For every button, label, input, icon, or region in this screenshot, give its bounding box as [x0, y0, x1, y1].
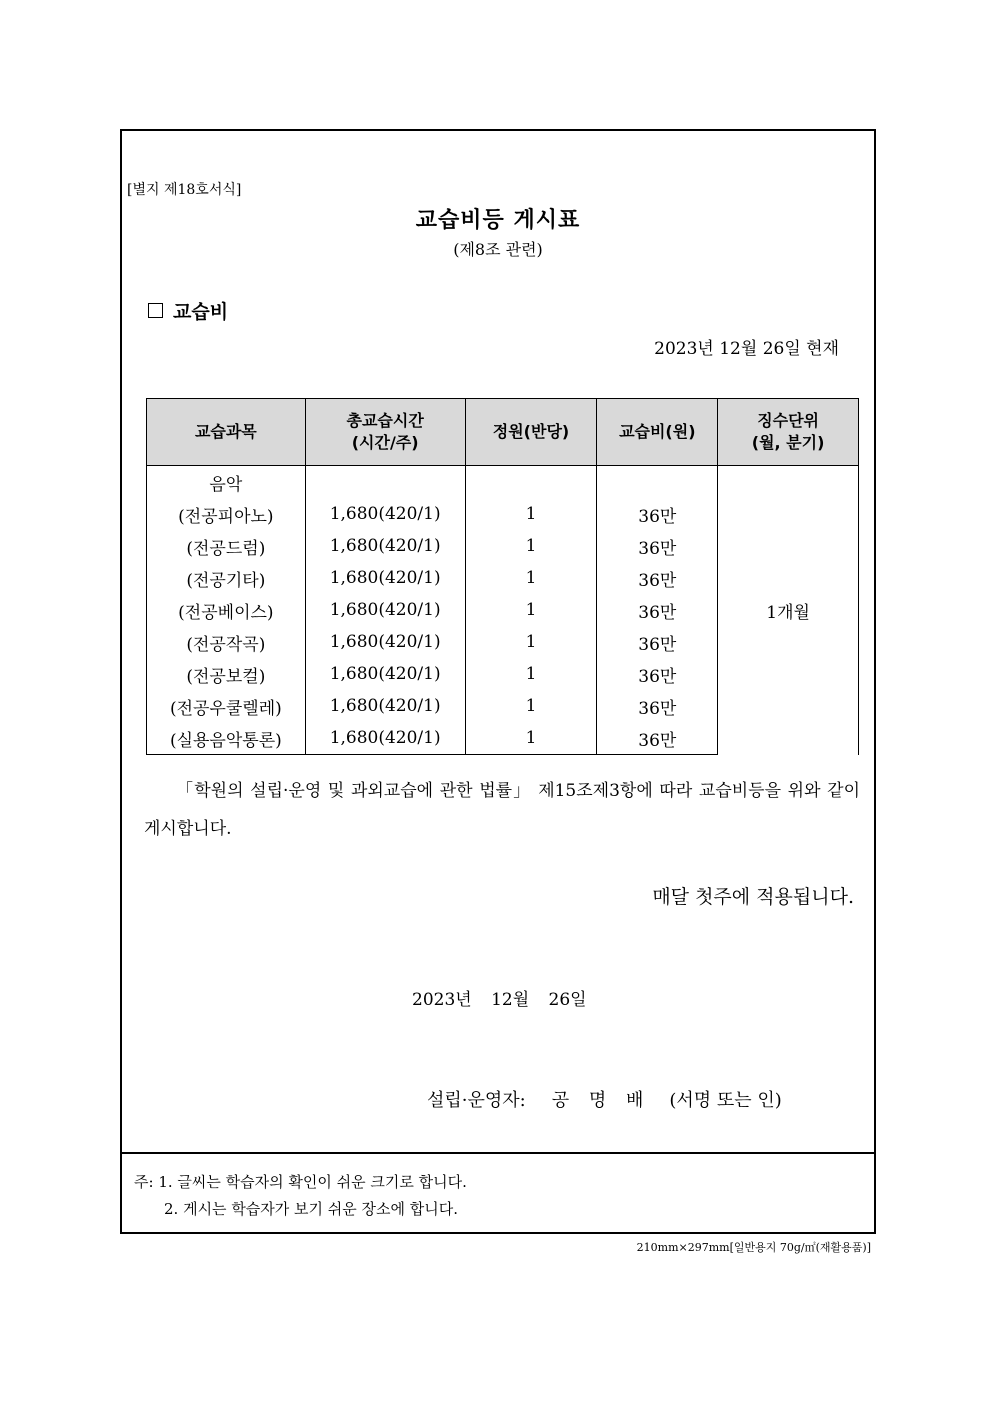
header-unit-line1: 징수단위	[757, 411, 820, 431]
notes	[134, 1169, 467, 1223]
cell-hours: 1,680(420/1)	[305, 690, 465, 722]
header-capacity: 정원(반당)	[465, 399, 597, 466]
cell-capacity: 1	[465, 722, 597, 755]
cell-hours: 1,680(420/1)	[305, 498, 465, 530]
cell-subject: (전공베이스)	[147, 594, 306, 626]
cell-capacity: 1	[465, 498, 597, 530]
cell-hours: 1,680(420/1)	[305, 722, 465, 755]
notice-paragraph: 「학원의 설립·운영 및 과외교습에 관한 법률」 제15조제3항에 따라 교습비등을 위와 같이 게시합니다.	[144, 781, 860, 839]
sign-note: (서명 또는 인)	[669, 1090, 782, 1111]
document-frame	[120, 129, 876, 1234]
cell-hours: 1,680(420/1)	[305, 530, 465, 562]
paper-spec: 210mm×297mm[일반용지 70g/㎡(재활용품)]	[636, 1241, 871, 1254]
cell-subject: (전공우쿨렐레)	[147, 690, 306, 722]
category-row	[147, 466, 859, 499]
notice-text	[144, 772, 860, 848]
cell-hours: 1,680(420/1)	[305, 562, 465, 594]
cell-fee: 36만	[597, 594, 718, 626]
cell-fee: 36만	[597, 722, 718, 755]
header-hours-line1: 총교습시간	[346, 411, 424, 431]
header-hours-line2: (시간/주)	[351, 433, 419, 452]
cell-capacity: 1	[465, 530, 597, 562]
cell-fee: 36만	[597, 562, 718, 594]
as-of-date: 2023년 12월 26일 현재	[654, 339, 839, 359]
header-hours	[305, 399, 465, 466]
cell-capacity: 1	[465, 562, 597, 594]
cell-subject: (전공기타)	[147, 562, 306, 594]
apply-note: 매달 첫주에 적용됩니다.	[652, 886, 854, 908]
note-2: 2. 게시는 학습자가 보기 쉬운 장소에 합니다.	[164, 1200, 459, 1218]
operator-label: 설립·운영자:	[427, 1090, 526, 1111]
page-subtitle: (제8조 관련)	[453, 240, 543, 259]
cell-subject: (전공작곡)	[147, 626, 306, 658]
header-unit	[718, 399, 859, 466]
operator-signature	[427, 1086, 782, 1112]
cell-subject: (전공보컬)	[147, 658, 306, 690]
cell-hours: 1,680(420/1)	[305, 658, 465, 690]
note-1	[134, 1169, 467, 1196]
cell-capacity: 1	[465, 658, 597, 690]
cell-capacity: 1	[465, 690, 597, 722]
header-subject: 교습과목	[147, 399, 306, 466]
cell-subject: (전공피아노)	[147, 498, 306, 530]
table-header-row	[147, 399, 859, 466]
cell-fee: 36만	[597, 626, 718, 658]
note-1-text: 1. 글씨는 학습자의 확인이 쉬운 크기로 합니다.	[158, 1173, 467, 1191]
collection-unit-cell: 1개월	[718, 466, 859, 755]
form-number: [별지 제18호서식]	[127, 182, 242, 198]
header-fee: 교습비(원)	[597, 399, 718, 466]
cell-hours: 1,680(420/1)	[305, 626, 465, 658]
category-cell: 음악	[147, 466, 306, 499]
section-label: 교습비	[173, 301, 229, 323]
notes-prefix: 주:	[134, 1173, 154, 1191]
cell-subject: (실용음악통론)	[147, 722, 306, 755]
notes-divider	[122, 1152, 874, 1154]
page-title: 교습비등 게시표	[415, 208, 581, 233]
header-unit-line2: (월, 분기)	[751, 433, 825, 452]
cell-subject: (전공드럼)	[147, 530, 306, 562]
cell-capacity: 1	[465, 626, 597, 658]
operator-name: 공 명 배	[551, 1090, 644, 1111]
cell-fee: 36만	[597, 498, 718, 530]
cell-fee: 36만	[597, 658, 718, 690]
cell-fee: 36만	[597, 690, 718, 722]
signature-date: 2023년 12월 26일	[412, 990, 587, 1010]
cell-capacity: 1	[465, 594, 597, 626]
cell-fee: 36만	[597, 530, 718, 562]
cell-hours: 1,680(420/1)	[305, 594, 465, 626]
checkbox-icon	[148, 303, 163, 318]
fee-table	[146, 398, 859, 755]
section-heading	[148, 297, 228, 324]
